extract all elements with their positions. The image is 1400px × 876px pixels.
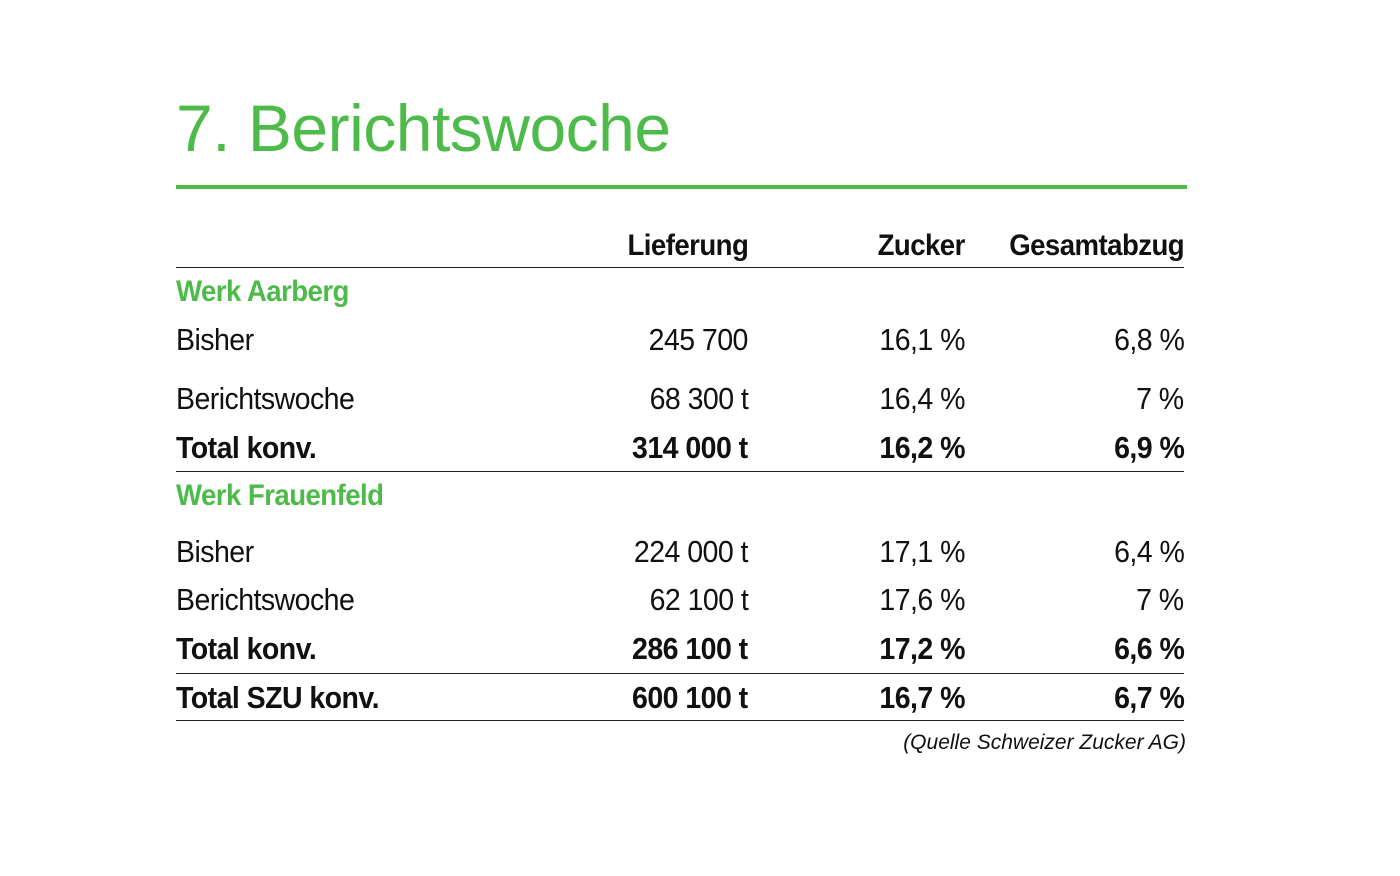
gesamtabzug-value: 7 %: [1136, 582, 1184, 617]
zucker-value: 16,7 %: [879, 680, 965, 715]
title-divider: [176, 185, 1187, 189]
table-row: [176, 528, 1184, 576]
column-header-lieferung: Lieferung: [627, 229, 748, 262]
zucker-value: 16,4 %: [879, 381, 965, 416]
table-row: [176, 316, 1184, 365]
zucker-value: 17,6 %: [879, 582, 965, 617]
section-heading-frauenfeld: [176, 472, 1184, 528]
gesamtabzug-value: 6,8 %: [1113, 322, 1184, 357]
lieferung-value: 224 000 t: [634, 534, 748, 569]
table-header-row: [176, 222, 1184, 268]
harvest-table: [176, 222, 1184, 721]
grand-total-row: [176, 674, 1184, 721]
column-header-gesamtabzug: Gesamtabzug: [1009, 229, 1184, 262]
table-row: [176, 365, 1184, 424]
lieferung-value: 600 100 t: [632, 680, 748, 715]
zucker-value: 16,1 %: [879, 322, 965, 357]
section-title: Werk Frauenfeld: [176, 479, 384, 512]
section-heading-aarberg: [176, 268, 1184, 316]
row-label: Berichtswoche: [176, 381, 355, 416]
total-row-frauenfeld: [176, 625, 1184, 674]
lieferung-value: 286 100 t: [632, 631, 748, 666]
source-note: (Quelle Schweizer Zucker AG): [903, 731, 1186, 754]
gesamtabzug-value: 6,4 %: [1113, 534, 1184, 569]
gesamtabzug-value: 7 %: [1136, 381, 1184, 416]
row-label: Total SZU konv.: [176, 680, 379, 715]
zucker-value: 16,2 %: [879, 430, 965, 465]
page-title: 7. Berichtswoche: [176, 91, 671, 165]
row-label: Berichtswoche: [176, 582, 355, 617]
lieferung-value: 62 100 t: [649, 582, 748, 617]
column-header-zucker: Zucker: [877, 229, 965, 262]
table-row: [176, 576, 1184, 625]
row-label: Total konv.: [176, 430, 317, 465]
gesamtabzug-value: 6,6 %: [1113, 631, 1184, 666]
zucker-value: 17,2 %: [879, 631, 965, 666]
gesamtabzug-value: 6,7 %: [1113, 680, 1184, 715]
total-row-aarberg: [176, 424, 1184, 472]
lieferung-value: 68 300 t: [649, 381, 748, 416]
section-title: Werk Aarberg: [176, 275, 349, 308]
gesamtabzug-value: 6,9 %: [1113, 430, 1184, 465]
lieferung-value: 314 000 t: [632, 430, 748, 465]
lieferung-value: 245 700: [648, 322, 748, 357]
row-label: Bisher: [176, 534, 254, 569]
zucker-value: 17,1 %: [879, 534, 965, 569]
row-label: Total konv.: [176, 631, 317, 666]
row-label: Bisher: [176, 322, 254, 357]
